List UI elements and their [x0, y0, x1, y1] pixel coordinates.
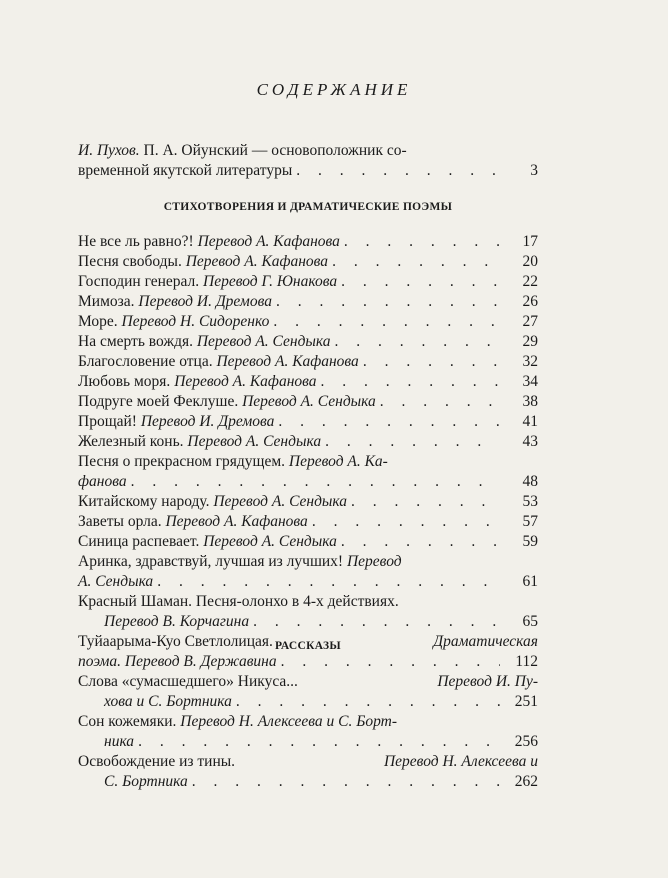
stories-list	[78, 672, 538, 792]
entry-translator: Перевод А. Ка-	[288, 453, 388, 470]
dot-leader	[131, 472, 500, 492]
dot-leader	[157, 572, 500, 592]
dot-leader	[296, 161, 500, 181]
list-item	[78, 352, 538, 372]
entry-translator: Перевод А. Сендыка	[203, 533, 337, 550]
entry-title: Туйаарыма-Куо Светлолицая.	[78, 633, 273, 650]
page-number: 26	[522, 293, 538, 310]
page-number: 27	[522, 313, 538, 330]
entry-title: Господин генерал.	[78, 273, 200, 290]
entry-translator: Перевод А. Кафанова	[216, 353, 359, 370]
dot-leader	[276, 292, 500, 312]
dot-leader	[363, 352, 500, 372]
intro-entry	[78, 141, 538, 181]
list-item	[78, 332, 538, 352]
entry-translator: Перевод	[346, 553, 402, 570]
entry-translator: Перевод А. Сендыка	[196, 333, 331, 350]
poems-list	[78, 232, 538, 672]
entry-title: Прощай!	[78, 413, 137, 430]
entry-title: Синица распевает.	[78, 533, 200, 550]
list-item	[78, 432, 538, 452]
page-number: 32	[522, 353, 538, 370]
page-number: 256	[514, 733, 538, 750]
list-item	[78, 272, 538, 292]
entry-title: Сон кожемяки.	[78, 713, 177, 730]
entry-translator-cont: ника	[104, 733, 135, 750]
entry-title: На смерть вождя.	[78, 333, 193, 350]
entry-translator: Перевод А. Сендыка	[242, 393, 376, 410]
section-heading-stories: РАССКАЗЫ	[274, 640, 341, 652]
entry-genre: Драматическая	[433, 633, 538, 650]
entry-translator: Перевод А. Сендыка	[187, 433, 322, 450]
page-number: 262	[514, 773, 538, 790]
list-item	[78, 392, 538, 412]
section-heading-poems: СТИХОТВОРЕНИЯ И ДРАМАТИЧЕСКИЕ ПОЭМЫ	[163, 201, 453, 213]
entry-translator: Перевод А. Кафанова	[174, 373, 317, 390]
list-item	[78, 452, 538, 472]
dot-leader	[321, 372, 500, 392]
page-number: 38	[522, 393, 538, 410]
list-item	[78, 672, 538, 692]
list-item	[78, 592, 538, 612]
entry-title: Песня о прекрасном грядущем.	[78, 453, 286, 470]
page-number: 34	[522, 373, 538, 390]
dot-leader	[312, 512, 500, 532]
page-number: 53	[522, 493, 538, 510]
entry-title: Заветы орла.	[78, 513, 162, 530]
entry-translator: Перевод А. Кафанова	[197, 233, 340, 250]
entry-title: Аринка, здравствуй, лучшая из лучших!	[78, 553, 344, 570]
entry-translator-cont: фанова	[78, 473, 127, 490]
dot-leader	[344, 232, 500, 252]
dot-leader	[341, 532, 500, 552]
page-number: 65	[522, 613, 538, 630]
intro-author: И. Пухов.	[78, 142, 140, 159]
entry-title: Освобождение из тины.	[78, 753, 236, 770]
entry-translator-cont: А. Сендыка	[78, 573, 154, 590]
entry-title: Подруге моей Феклуше.	[78, 393, 239, 410]
list-item	[78, 492, 538, 512]
entry-translator: Перевод А. Кафанова	[185, 253, 329, 270]
entry-title: Песня свободы.	[78, 253, 182, 270]
entry-title: Не все ль равно?!	[78, 233, 194, 250]
intro-title-line1: П. А. Ойунский — основоположник со-	[143, 142, 407, 159]
list-item	[78, 292, 538, 312]
page-number: 59	[522, 533, 538, 550]
page-title: СОДЕРЖАНИЕ	[256, 80, 412, 99]
entry-title: Любовь моря.	[78, 373, 171, 390]
page-number: 3	[530, 162, 538, 179]
entry-title: Красный Шаман. Песня-олонхо в 4-х действиях.	[78, 593, 399, 610]
page-number: 43	[522, 433, 538, 450]
entry-translator: Перевод Н. Сидоренко	[121, 313, 270, 330]
dot-leader	[335, 332, 500, 352]
page-number: 57	[522, 513, 538, 530]
page-number: 22	[522, 273, 538, 290]
entry-translator-cont: хова и С. Бортника	[104, 693, 232, 710]
entry-title: Слова «сумасшедшего» Никуса...	[78, 673, 298, 690]
entry-translator-cont: С. Бортника	[104, 773, 188, 790]
entry-title: Море.	[78, 313, 118, 330]
intro-title-line2: временной якутской литературы	[78, 162, 293, 179]
page-number: 251	[514, 693, 538, 710]
entry-title: Мимоза.	[78, 293, 135, 310]
dot-leader	[380, 392, 500, 412]
page-number: 48	[522, 473, 538, 490]
entry-translator: Перевод И. Дремова	[140, 413, 275, 430]
list-item	[78, 372, 538, 392]
dot-leader	[192, 772, 500, 792]
list-item	[78, 552, 538, 572]
entry-translator: Перевод Н. Алексеева и	[383, 753, 538, 770]
dot-leader	[281, 652, 500, 672]
entry-translator: Перевод А. Кафанова	[165, 513, 308, 530]
list-item	[78, 512, 538, 532]
page-number: 112	[515, 653, 538, 670]
page-number: 61	[522, 573, 538, 590]
entry-title: Железный конь.	[78, 433, 184, 450]
dot-leader	[325, 432, 500, 452]
entry-title: Китайскому народу.	[78, 493, 210, 510]
entry-translator-cont: поэма. Перевод В. Державина	[78, 653, 277, 670]
entry-title: Благословение отца.	[78, 353, 213, 370]
dot-leader	[273, 312, 500, 332]
dot-leader	[138, 732, 500, 752]
list-item	[78, 532, 538, 552]
dot-leader	[341, 272, 500, 292]
entry-translator: Перевод Г. Юнакова	[203, 273, 338, 290]
entry-translator: Перевод Н. Алексеева и С. Борт-	[180, 713, 398, 730]
entry-translator: Перевод А. Сендыка	[213, 493, 348, 510]
entry-translator-cont: Перевод В. Корчагина	[104, 613, 250, 630]
page-number: 17	[522, 233, 538, 250]
page-number: 29	[522, 333, 538, 350]
dot-leader	[253, 612, 500, 632]
page-number: 41	[522, 413, 538, 430]
page-number: 20	[522, 253, 538, 270]
dot-leader	[332, 252, 500, 272]
list-item	[78, 712, 538, 732]
dot-leader	[351, 492, 500, 512]
list-item	[78, 752, 538, 772]
entry-translator: Перевод И. Пу-	[437, 673, 538, 690]
list-item	[78, 252, 538, 272]
list-item	[78, 232, 538, 252]
entry-translator: Перевод И. Дремова	[138, 293, 272, 310]
list-item	[78, 412, 538, 432]
dot-leader	[278, 412, 500, 432]
dot-leader	[236, 692, 500, 712]
list-item	[78, 312, 538, 332]
